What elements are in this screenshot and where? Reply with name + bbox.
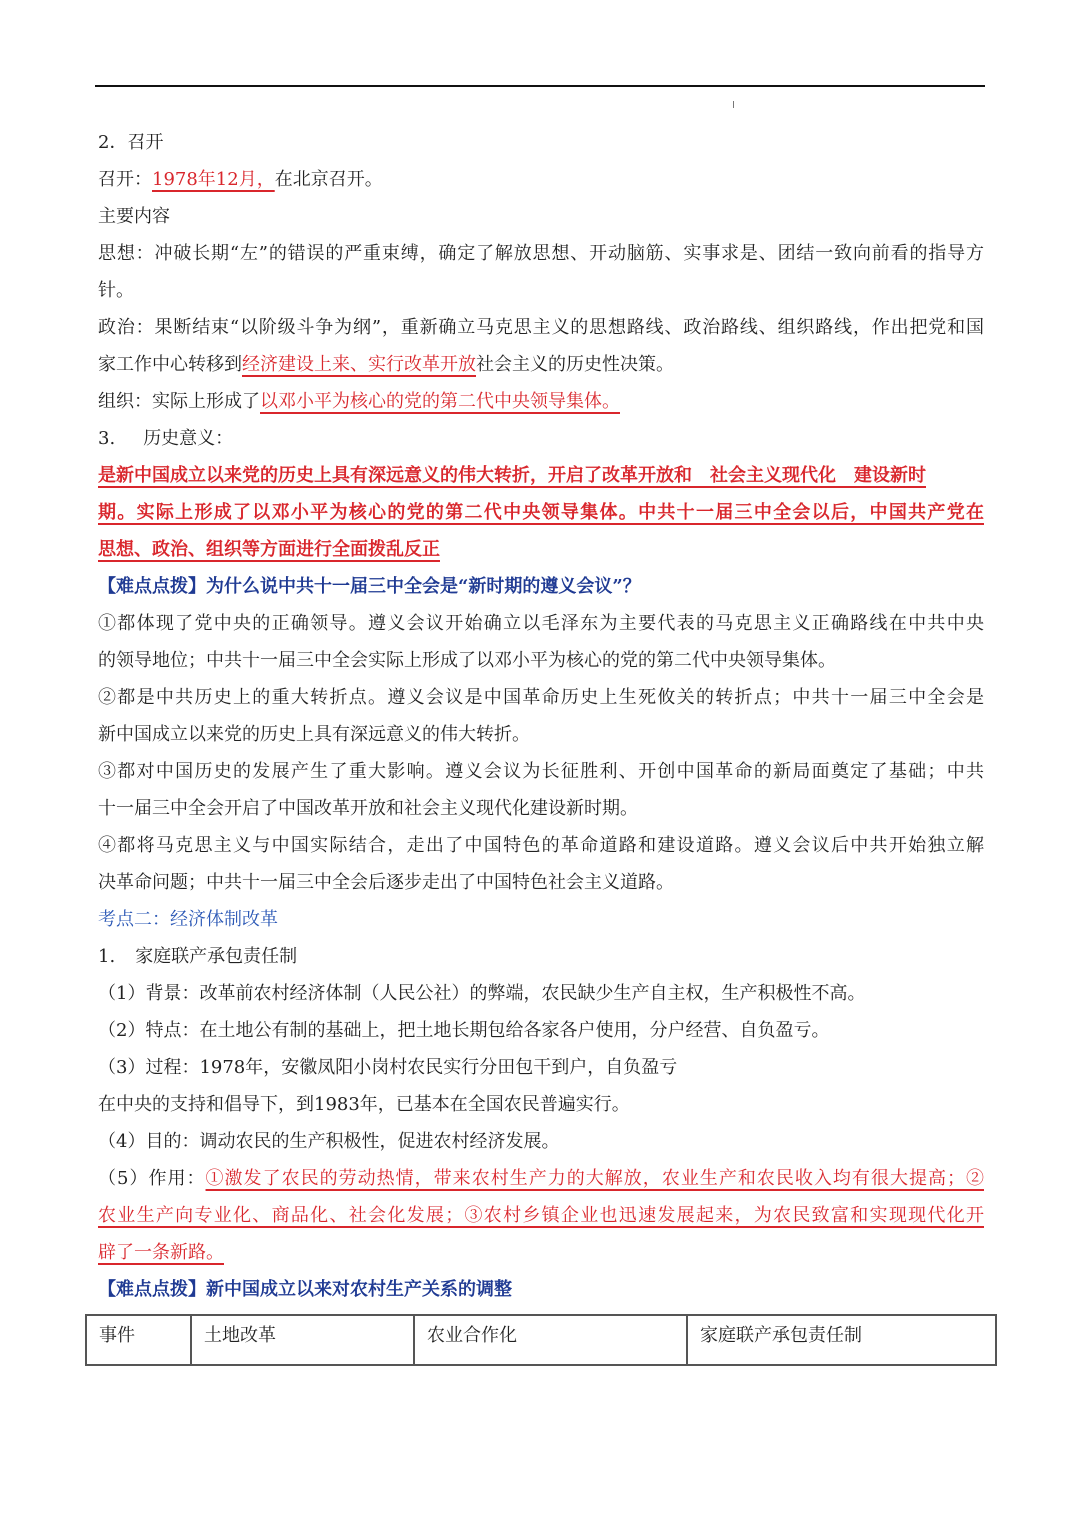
significance-line-3 (98, 531, 984, 568)
table-header-cell: 农业合作化 (414, 1315, 687, 1365)
subsection-1-number: 1. (98, 946, 116, 967)
convene-time-line (98, 161, 984, 198)
difficulty-1-p3-line-2: 十一届三中全会开启了中国改革开放和社会主义现代化建设新时期。 (98, 798, 638, 819)
effect-line-2-text: 农业生产向专业化、商品化、社会化发展；③农村乡镇企业也迅速发展起来，为农民致富和实现现代化开 (98, 1205, 984, 1226)
section-heading-significance (98, 420, 984, 457)
politics-line-2-pre: 家工作中心转移到 (98, 354, 242, 375)
politics-line-2-highlight: 经济建设上来、实行改革开放 (242, 354, 476, 375)
difficulty-1-p2-line-1: ②都是中共历史上的重大转折点。遵义会议是中国革命历史上生死攸关的转折点；中共十一届三中全会是 (98, 687, 984, 708)
significance-title: 历史意义： (143, 428, 234, 449)
effect-label: （5）作用： (98, 1168, 206, 1189)
difficulty-1-p3-line-1: ③都对中国历史的发展产生了重大影响。遵义会议为长征胜利、开创中国革命的新局面奠定了基础；中共 (98, 761, 984, 782)
politics-line-2-post: 社会主义的历史性决策。 (476, 354, 674, 375)
significance-line-1b: 社会主义现代化 (710, 465, 836, 486)
politics-line-2 (98, 346, 984, 383)
significance-line-1c: 建设新时 (854, 465, 926, 486)
background-line: （1）背景：改革前农村经济体制（人民公社）的弊端，农民缺少生产自主权，生产积极性不高。 (98, 983, 866, 1004)
difficulty-1-p1-line-1: ①都体现了党中央的正确领导。遵义会议开始确立以毛泽东为主要代表的马克思主义正确路线在中共中央 (98, 613, 984, 634)
difficulty-title-1: 【难点点拨】为什么说中共十一届三中全会是“新时期的遵义会议”？ (98, 576, 641, 597)
politics-line-1: 政治：果断结束“以阶级斗争为纲”，重新确立马克思主义的思想路线、政治路线、组织路线，作出把党和国 (98, 317, 984, 338)
point-2-title: 考点二：经济体制改革 (98, 909, 278, 930)
significance-line-2 (98, 494, 984, 531)
thought-line-1: 思想：冲破长期“左”的错误的严重束缚，确定了解放思想、开动脑筋、实事求是、团结一致向前看的指导方 (98, 243, 984, 264)
convene-time-rest: 在北京召开。 (274, 169, 383, 190)
header-rule (95, 85, 985, 87)
rural-relations-table (85, 1314, 997, 1366)
effect-line-2 (98, 1197, 984, 1234)
subsection-1-heading (98, 938, 984, 975)
effect-line-1-text: ①激发了农民的劳动热情，带来农村生产力的大解放，农业生产和农民收入均有很大提高；② (205, 1168, 984, 1189)
convene-time-value: 1978年12月， (152, 169, 275, 190)
effect-line-3 (98, 1234, 984, 1271)
page-mark (733, 101, 734, 108)
table-header-cell: 事件 (86, 1315, 191, 1365)
organization-highlight: 以邓小平为核心的党的第二代中央领导集体。 (260, 391, 620, 412)
difficulty-1-p2-line-2: 新中国成立以来党的历史上具有深远意义的伟大转折。 (98, 724, 530, 745)
goal-line: （4）目的：调动农民的生产积极性，促进农村经济发展。 (98, 1131, 560, 1152)
difficulty-1-p1-line-2: 的领导地位；中共十一届三中全会实际上形成了以邓小平为核心的党的第二代中央领导集体。 (98, 650, 836, 671)
convene-time-label: 召开： (98, 169, 152, 190)
significance-line-1 (98, 457, 984, 494)
significance-number: 3. (98, 428, 116, 449)
difficulty-1-p4-line-1: ④都将马克思主义与中国实际结合，走出了中国特色的革命道路和建设道路。遵义会议后中共开始独立解 (98, 835, 984, 856)
significance-line-2-text: 期。实际上形成了以邓小平为核心的党的第二代中央领导集体。中共十一届三中全会以后，中国共产党在 (98, 502, 984, 523)
table-header-cell: 土地改革 (191, 1315, 414, 1365)
document-body (98, 124, 984, 1308)
process-line-2: 在中央的支持和倡导下，到1983年，已基本在全国农民普遍实行。 (98, 1094, 630, 1115)
feature-line: （2）特点：在土地公有制的基础上，把土地长期包给各家各户使用，分户经营、自负盈亏。 (98, 1020, 830, 1041)
effect-line-3-text: 辟了一条新路。 (98, 1242, 224, 1263)
table-header-cell: 家庭联产承包责任制 (687, 1315, 996, 1365)
table-header-row (86, 1315, 996, 1365)
difficulty-title-2: 【难点点拨】新中国成立以来对农村生产关系的调整 (98, 1279, 512, 1300)
significance-line-3-text: 思想、政治、组织等方面进行全面拨乱反正 (98, 539, 440, 560)
process-line-1: （3）过程：1978年，安徽凤阳小岗村农民实行分田包干到户，自负盈亏 (98, 1057, 678, 1078)
effect-line-1 (98, 1160, 984, 1197)
section-heading-convene: 2．召开 (98, 132, 164, 153)
organization-line (98, 383, 984, 420)
main-content-heading: 主要内容 (98, 206, 170, 227)
organization-pre: 组织：实际上形成了 (98, 391, 260, 412)
significance-line-1a: 是新中国成立以来党的历史上具有深远意义的伟大转折，开启了改革开放和 (98, 465, 692, 486)
difficulty-1-p4-line-2: 决革命问题；中共十一届三中全会后逐步走出了中国特色社会主义道路。 (98, 872, 674, 893)
thought-line-2: 针。 (98, 280, 134, 301)
subsection-1-text: 家庭联产承包责任制 (135, 946, 298, 967)
